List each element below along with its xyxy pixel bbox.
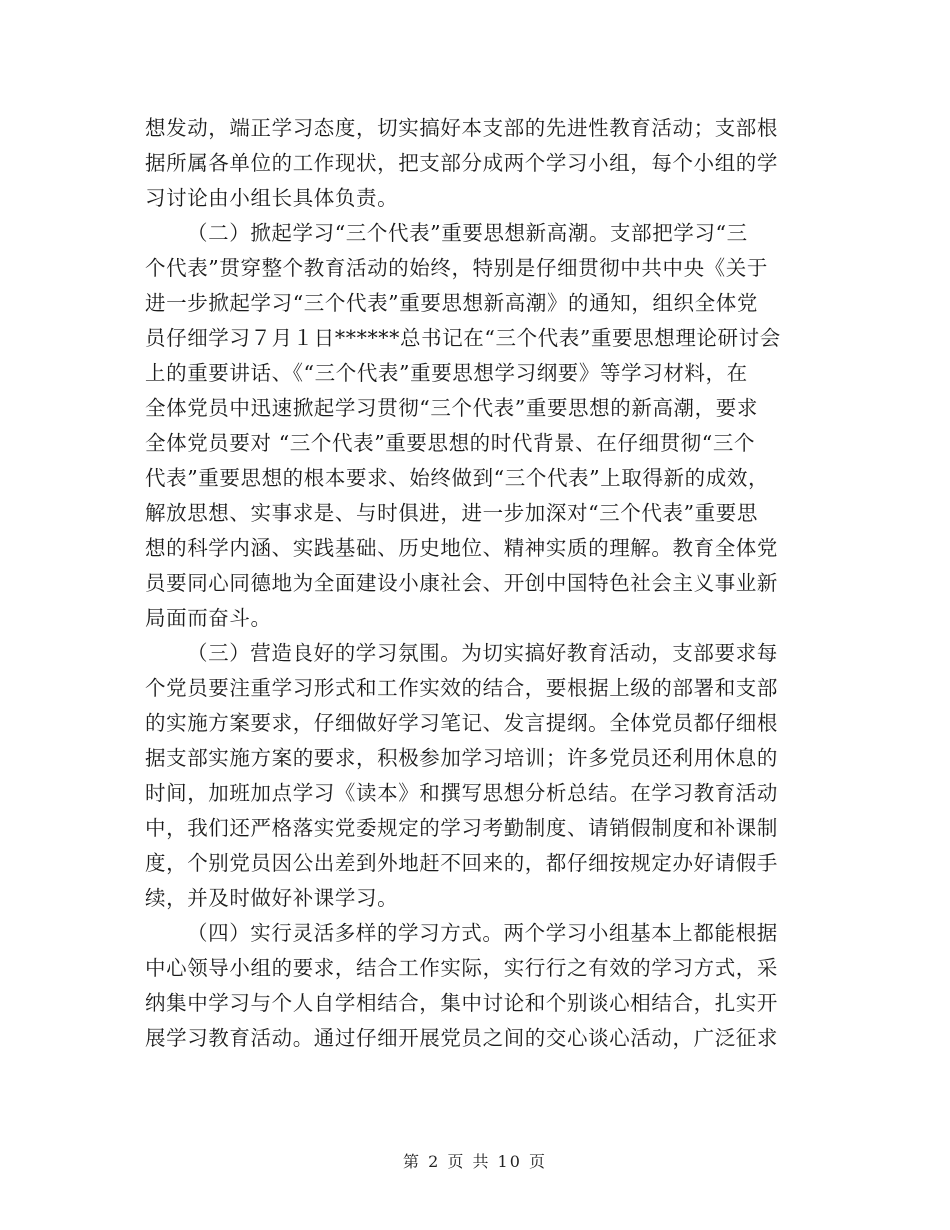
text-line: 时间，加班加点学习《读本》和撰写思想分析总结。在学习教育活动	[145, 781, 778, 805]
paragraph-start-line: （二）掀起学习“三个代表”重要思想新高潮。支部把学习“三	[187, 221, 748, 245]
text-line: 习讨论由小组长具体负责。	[145, 186, 399, 210]
text-line: 全体党员中迅速掀起学习贯彻“三个代表”重要思想的新高潮，要求	[145, 396, 758, 420]
text-line: 展学习教育活动。通过仔细开展党员之间的交心谈心活动，广泛征求	[145, 1026, 778, 1050]
text-line: 个党员要注重学习形式和工作实效的结合，要根据上级的部署和支部	[145, 676, 778, 700]
paragraph-start-line: （三）营造良好的学习氛围。为切实搞好教育活动，支部要求每	[187, 641, 778, 665]
text-line: 想的科学内涵、实践基础、历史地位、精神实质的理解。教育全体党	[145, 536, 778, 560]
text-line: 员要同心同德地为全面建设小康社会、开创中国特色社会主义事业新	[145, 571, 778, 595]
text-line: 纳集中学习与个人自学相结合，集中讨论和个别谈心相结合，扎实开	[145, 991, 778, 1015]
text-line: 代表”重要思想的根本要求、始终做到“三个代表”上取得新的成效，	[145, 466, 770, 490]
text-line: 进一步掀起学习“三个代表”重要思想新高潮》的通知，组织全体党	[145, 291, 758, 315]
text-line: 据支部实施方案的要求，积极参加学习培训；许多党员还利用休息的	[145, 746, 778, 770]
text-line: 续，并及时做好补课学习。	[145, 886, 399, 910]
text-line: 员仔细学习７月１日******总书记在“三个代表”重要思想理论研讨会	[145, 326, 781, 350]
text-line: 度，个别党员因公出差到外地赶不回来的，都仔细按规定办好请假手	[145, 851, 778, 875]
text-line: 中，我们还严格落实党委规定的学习考勤制度、请销假制度和补课制	[145, 816, 778, 840]
text-line: 个代表”贯穿整个教育活动的始终，特别是仔细贯彻中共中央《关于	[145, 256, 768, 280]
text-line: 的实施方案要求，仔细做好学习笔记、发言提纲。全体党员都仔细根	[145, 711, 778, 735]
text-line: 想发动，端正学习态度，切实搞好本支部的先进性教育活动；支部根	[145, 116, 778, 140]
text-line: 解放思想、实事求是、与时俱进，进一步加深对“三个代表”重要思	[145, 501, 758, 525]
text-line: 中心领导小组的要求，结合工作实际，实行行之有效的学习方式，采	[145, 956, 778, 980]
paragraph-start-line: （四）实行灵活多样的学习方式。两个学习小组基本上都能根据	[187, 921, 778, 945]
text-line: 上的重要讲话、《“三个代表”重要思想学习纲要》等学习材料，在	[145, 361, 748, 385]
text-line: 局面而奋斗。	[145, 606, 272, 630]
page-number-footer: 第 2 页 共 10 页	[403, 1152, 547, 1171]
text-line: 全体党员要对 “三个代表”重要思想的时代背景、在仔细贯彻“三个	[145, 431, 756, 455]
text-line: 据所属各单位的工作现状，把支部分成两个学习小组，每个小组的学	[145, 151, 778, 175]
